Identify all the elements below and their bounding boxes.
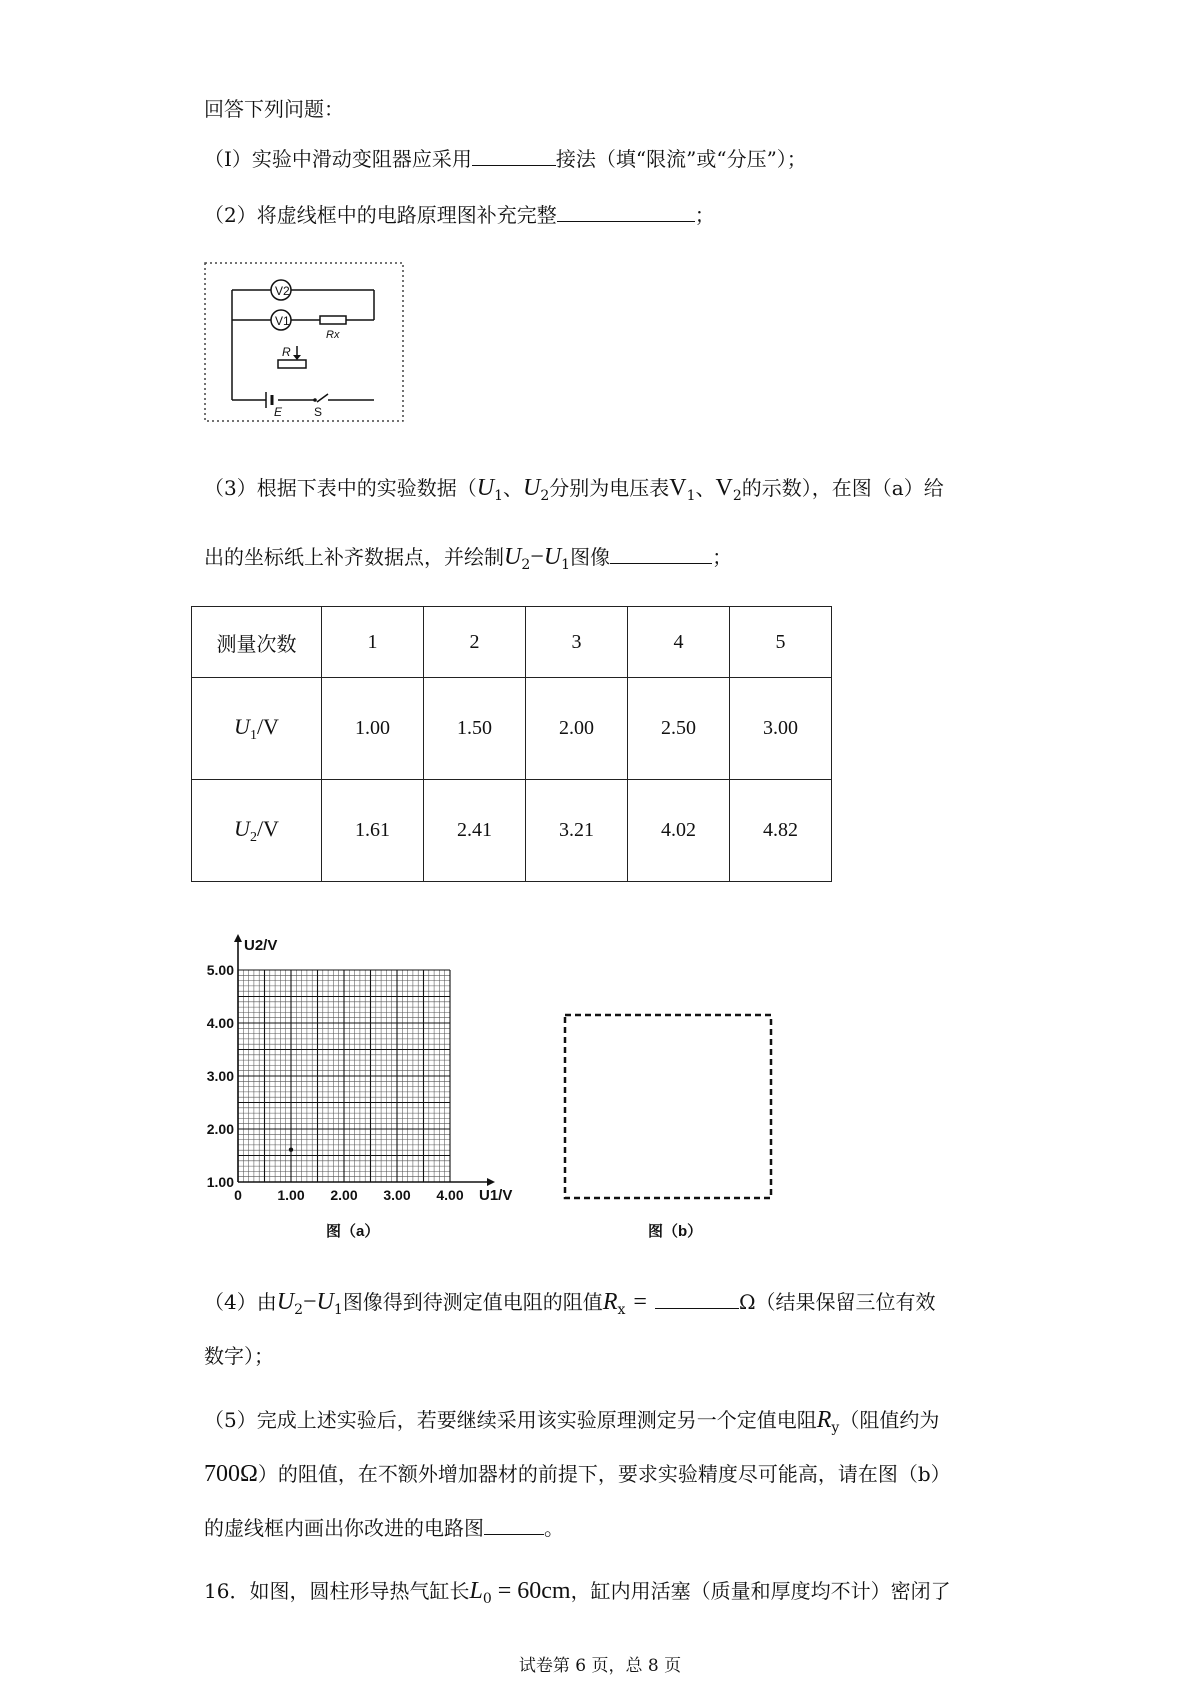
resistor-rx-icon (320, 316, 346, 324)
y-tick-label: 5.00 (206, 962, 234, 978)
q5-ry-sub: y (831, 1420, 840, 1436)
q3-line2-suffix: 图像 (570, 545, 611, 569)
table-cell: 3.00 (730, 678, 832, 780)
row-u1-label (192, 678, 322, 780)
table-cell: 1.61 (322, 780, 424, 882)
e-label: E (274, 405, 283, 419)
q3-u2-sub: 2 (540, 488, 550, 504)
q4-u2: U (276, 1289, 295, 1315)
table-cell: 2.00 (526, 678, 628, 780)
rx-label: Rx (326, 329, 340, 341)
q3-minus: − (530, 544, 544, 570)
intro-text: 回答下列问题： (204, 97, 344, 121)
row-u2-label (192, 780, 322, 882)
q3-v1-sub: 1 (686, 488, 696, 504)
q3-u2-symbol: U (523, 475, 541, 501)
figure-b-caption: 图（b） (648, 1223, 703, 1240)
table-cell: 2.50 (628, 678, 730, 780)
v1-label: V1 (275, 314, 290, 328)
u1-unit: /V (256, 713, 279, 739)
q5-value: 700Ω (204, 1461, 258, 1487)
table-cell: 3 (526, 607, 628, 678)
q5-line2-rest: ）的阻值，在不额外增加器材的前提下，要求实验精度尽可能高，请在图（b） (257, 1462, 951, 1486)
table-cell: 4.02 (628, 780, 730, 882)
u2-symbol: U (234, 815, 250, 841)
q16-l0: L (469, 1578, 483, 1604)
question-16 (204, 1577, 951, 1613)
q5-line3-prefix: 的虚线框内画出你改进的电路图 (204, 1516, 484, 1540)
r-label: R (282, 345, 291, 359)
q3-separator: 、 (503, 476, 523, 500)
question-5-line-2 (204, 1460, 951, 1488)
table-header-label: 测量次数 (192, 607, 322, 678)
y-tick-label: 1.00 (206, 1174, 234, 1190)
table-cell: 5 (730, 607, 832, 678)
table-cell: 3.21 (526, 780, 628, 882)
q4-mid: 图像得到待测定值电阻的阻值 (342, 1290, 603, 1314)
q4-u1: U (316, 1289, 334, 1315)
u2-sub: 2 (249, 829, 257, 845)
table-cell: 1 (322, 607, 424, 678)
q3-end: ； (712, 545, 733, 569)
y-tick-label: 4.00 (206, 1015, 234, 1031)
q3-line2-u1-sub: 1 (561, 557, 571, 573)
q4-minus: − (303, 1289, 317, 1315)
table-cell: 2.41 (424, 780, 526, 882)
table-cell: 1.50 (424, 678, 526, 780)
q3-answer-blank[interactable] (610, 543, 712, 564)
q5-ry: R (816, 1407, 832, 1433)
circuit-diagram (204, 262, 404, 422)
q2-suffix: ； (694, 203, 715, 227)
q3-prefix: （3）根据下表中的实验数据（ (204, 476, 477, 500)
table-cell: 4 (628, 607, 730, 678)
y-axis-arrow-icon (234, 934, 242, 942)
q16-prefix: 16．如图，圆柱形导热气缸长 (204, 1579, 470, 1603)
data-point (289, 1147, 293, 1151)
question-5-line-3 (204, 1514, 564, 1542)
q4-rx-sub: x (617, 1302, 626, 1318)
q2-prefix: （2）将虚线框中的电路原理图补充完整 (204, 203, 557, 227)
question-5-line-1 (204, 1406, 939, 1442)
x-tick-label: 3.00 (383, 1187, 411, 1203)
q5-line1-suffix: （阻值约为 (839, 1408, 940, 1432)
y-tick-label: 3.00 (206, 1068, 234, 1084)
question-3-line-2 (204, 543, 732, 579)
q1-answer-blank[interactable] (472, 145, 556, 166)
circuit-dashed-frame (205, 263, 403, 421)
u1-symbol: U (234, 713, 250, 739)
question-4-line-2: 数字）； (204, 1344, 274, 1368)
x-tick-label: 1.00 (277, 1187, 305, 1203)
question-2 (204, 201, 715, 229)
q4-rx: R (602, 1289, 618, 1315)
x-axis-label: U1/V (479, 1187, 513, 1204)
x-tick-label: 0 (234, 1187, 242, 1203)
figure-b-dashed-box[interactable] (565, 1015, 771, 1198)
q3-separator-2: 、 (695, 476, 716, 500)
data-table (191, 606, 832, 882)
x-tick-label: 2.00 (330, 1187, 358, 1203)
q3-line2-u2-sub: 2 (521, 557, 531, 573)
q5-line3-suffix: 。 (544, 1516, 564, 1540)
q3-v1-symbol: V (669, 475, 687, 501)
rheostat-icon (278, 360, 306, 368)
switch-icon (313, 398, 317, 402)
q5-prefix: （5）完成上述实验后，若要继续采用该实验原理测定另一个定值电阻 (204, 1408, 817, 1432)
y-axis-label: U2/V (244, 937, 278, 954)
q3-mid-text: 分别为电压表 (549, 476, 670, 500)
x-tick-label: 4.00 (436, 1187, 464, 1203)
question-3-line-1 (204, 474, 944, 510)
q2-answer-blank[interactable] (557, 201, 695, 222)
q3-v2-symbol: V (715, 475, 733, 501)
y-tick-label: 2.00 (206, 1121, 234, 1137)
q3-line2-prefix: 出的坐标纸上补齐数据点，并绘制 (204, 545, 504, 569)
page-footer: 试卷第 6 页，总 8 页 (518, 1656, 682, 1676)
q3-line2-u2: U (504, 544, 522, 570)
table-row-u2 (192, 780, 832, 882)
figure-a-caption: 图（a） (326, 1223, 380, 1240)
question-1 (204, 145, 807, 173)
table-cell: 4.82 (730, 780, 832, 882)
q1-prefix: （I）实验中滑动变阻器应采用 (204, 147, 472, 171)
x-axis-arrow-icon (487, 1178, 495, 1186)
q16-value: = 60cm (497, 1578, 571, 1604)
graph-a (196, 930, 536, 1246)
question-4-line-1 (204, 1288, 936, 1324)
q4-answer-blank[interactable] (655, 1288, 739, 1309)
q3-u1-sub: 1 (494, 488, 503, 504)
s-label: S (314, 405, 323, 419)
table-header-row (192, 607, 832, 678)
figure-b (560, 1010, 780, 1246)
table-cell: 2 (424, 607, 526, 678)
q4-suffix: Ω（结果保留三位有效 (738, 1290, 936, 1314)
q3-line1-suffix: 的示数），在图（a）给 (741, 476, 944, 500)
q4-equals: = (633, 1289, 647, 1315)
q16-l0-sub: 0 (482, 1591, 492, 1607)
q16-suffix: ，缸内用活塞（质量和厚度均不计）密闭了 (570, 1579, 951, 1603)
v2-label: V2 (275, 284, 290, 298)
table-row-u1 (192, 678, 832, 780)
u2-unit: /V (256, 815, 279, 841)
u1-sub: 1 (249, 727, 257, 743)
table-cell: 1.00 (322, 678, 424, 780)
q5-answer-blank[interactable] (484, 1514, 544, 1535)
q3-u1-symbol: U (476, 475, 495, 501)
q4-prefix: （4）由 (204, 1290, 277, 1314)
q1-suffix: 接法（填“限流”或“分压”）； (555, 147, 807, 171)
q4-u2-sub: 2 (294, 1302, 303, 1318)
q4-u1-sub: 1 (333, 1302, 343, 1318)
q3-line2-u1: U (543, 544, 562, 570)
q3-v2-sub: 2 (732, 488, 742, 504)
